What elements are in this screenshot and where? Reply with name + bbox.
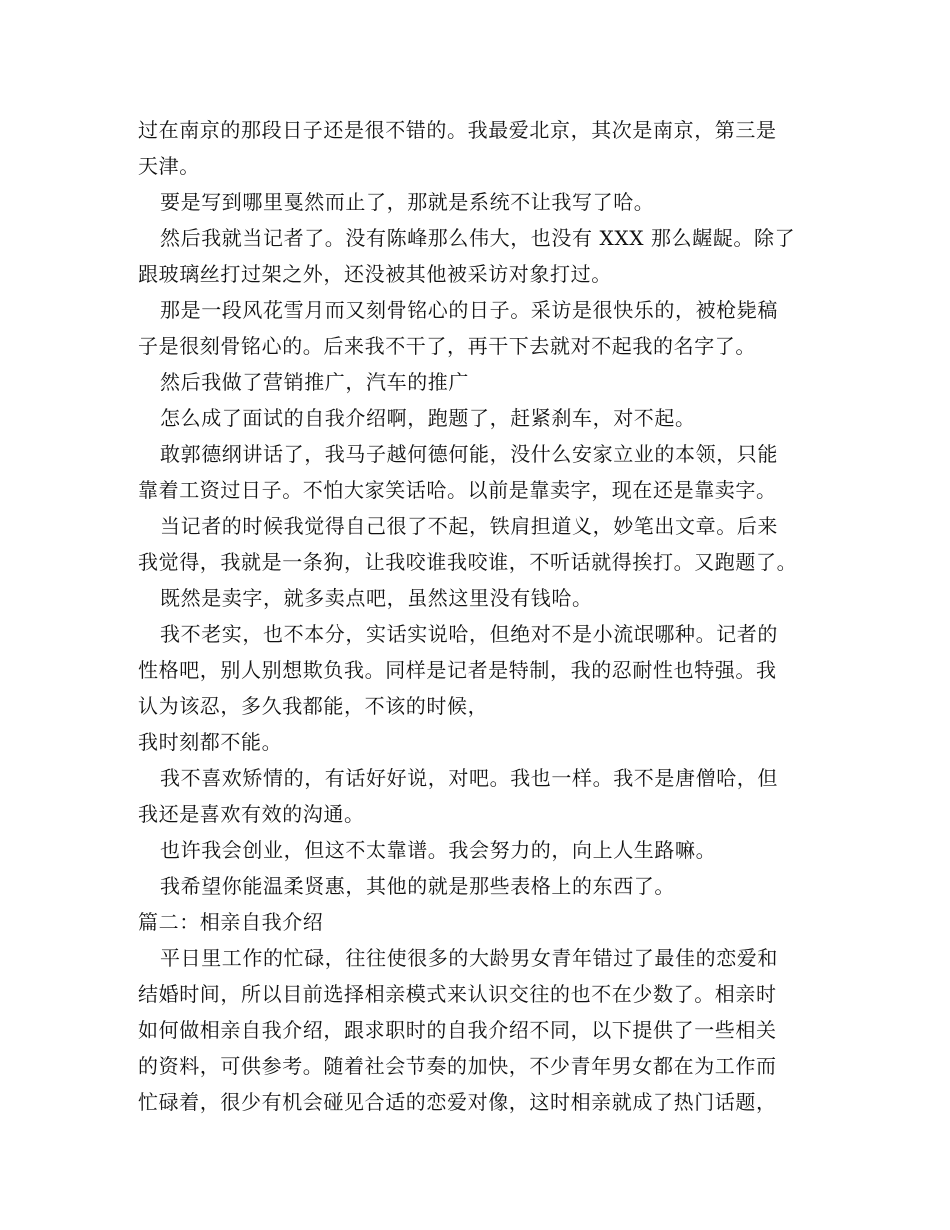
text-line: 的资料，可供参考。随着社会节奏的加快，不少青年男女都在为工作而 — [138, 1054, 777, 1078]
text-line: 既然是卖字，就多卖点吧，虽然这里没有钱哈。 — [160, 586, 593, 610]
text-line: 我不喜欢矫情的，有话好好说，对吧。我也一样。我不是唐僧哈，但 — [160, 766, 778, 790]
text-line: 过在南京的那段日子还是很不错的。我最爱北京，其次是南京，第三是 — [138, 118, 777, 142]
text-line: 天津。 — [138, 154, 200, 178]
text-line: 我还是喜欢有效的沟通。 — [138, 802, 365, 826]
document-body — [138, 112, 828, 1120]
text-line: 忙碌着，很少有机会碰见合适的恋爱对像，这时相亲就成了热门话题， — [138, 1090, 777, 1114]
text-line: 要是写到哪里戛然而止了，那就是系统不让我写了哈。 — [160, 190, 655, 214]
text-line: 我希望你能温柔贤惠，其他的就是那些表格上的东西了。 — [160, 874, 675, 898]
text-line: 也许我会创业，但这不太靠谱。我会努力的，向上人生路嘛。 — [160, 838, 717, 862]
text-line: 当记者的时候我觉得自己很了不起，铁肩担道义，妙笔出文章。后来 — [160, 514, 778, 538]
text-line: 我觉得，我就是一条狗，让我咬谁我咬谁，不听话就得挨打。又跑题了。 — [138, 550, 798, 574]
text-line: 然后我做了营销推广，汽车的推广 — [160, 370, 469, 394]
text-line: 性格吧，别人别想欺负我。同样是记者是特制，我的忍耐性也特强。我 — [138, 658, 777, 682]
section-heading: 篇二：相亲自我介绍 — [138, 910, 324, 934]
text-line: 我时刻都不能。 — [138, 730, 283, 754]
text-line: 那是一段风花雪月而又刻骨铭心的日子。采访是很快乐的，被枪毙稿 — [160, 298, 778, 322]
text-line: 认为该忍，多久我都能，不该的时候， — [138, 694, 489, 718]
text-line: 靠着工资过日子。不怕大家笑话哈。以前是靠卖字，现在还是靠卖字。 — [138, 478, 777, 502]
text-line: 跟玻璃丝打过架之外，还没被其他被采访对象打过。 — [138, 262, 612, 286]
text-line: 如何做相亲自我介绍，跟求职时的自我介绍不同，以下提供了一些相关 — [138, 1018, 777, 1042]
text-line: 平日里工作的忙碌，往往使很多的大龄男女青年错过了最佳的恋爱和 — [160, 946, 778, 970]
text-line: 子是很刻骨铭心的。后来我不干了，再干下去就对不起我的名字了。 — [138, 334, 756, 358]
text-line: 我不老实，也不本分，实话实说哈，但绝对不是小流氓哪种。记者的 — [160, 622, 778, 646]
text-line: 结婚时间，所以目前选择相亲模式来认识交往的也不在少数了。相亲时 — [138, 982, 777, 1006]
text-line: 敢郭德纲讲话了，我马子越何德何能，没什么安家立业的本领，只能 — [160, 442, 778, 466]
text-line: 然后我就当记者了。没有陈峰那么伟大，也没有 XXX 那么龌龊。除了 — [160, 226, 796, 250]
text-line: 怎么成了面试的自我介绍啊，跑题了，赶紧刹车，对不起。 — [160, 406, 696, 430]
